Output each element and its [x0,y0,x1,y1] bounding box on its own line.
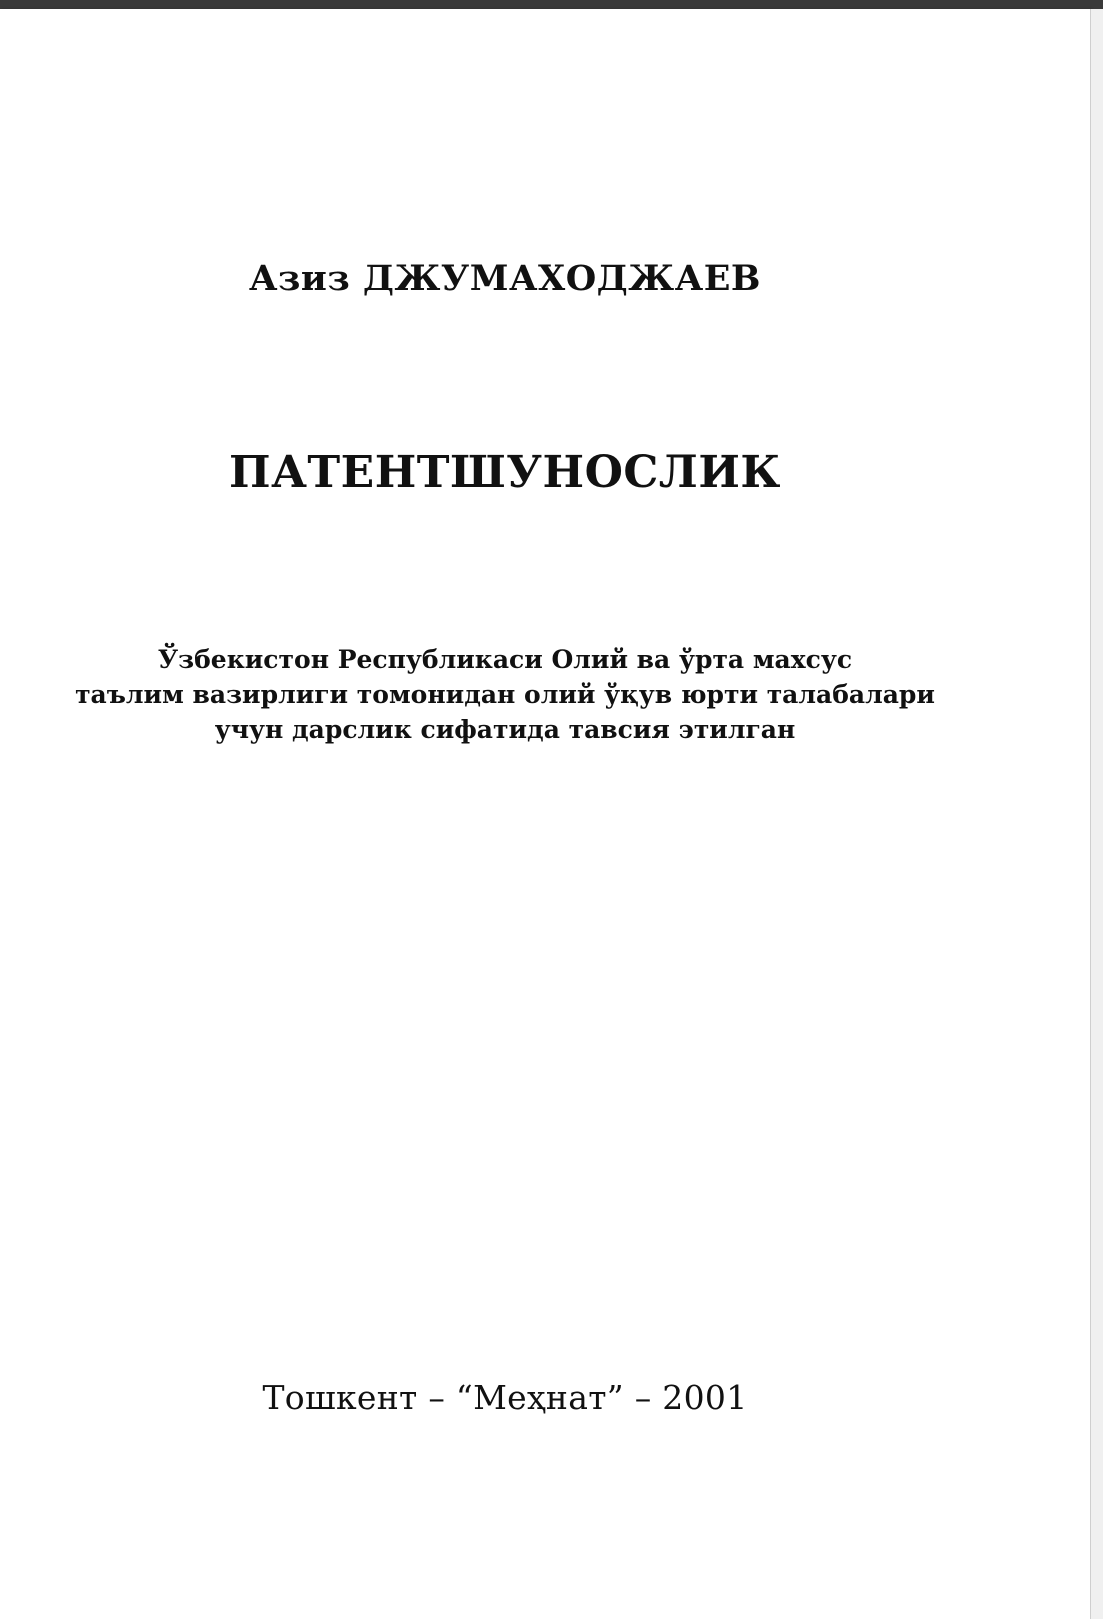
book-title: ПАТЕНТШУНОСЛИК [229,447,781,498]
publisher-imprint: Тошкент – “Меҳнат” – 2001 [262,1378,748,1417]
title-page [0,9,1091,1619]
approval-statement [0,642,1010,747]
author-name: Азиз ДЖУМАХОДЖАЕВ [249,258,761,299]
viewer-gutter [1091,9,1103,1619]
approval-line: таълим вазирлиги томонидан олий ўқув юрти талабалари [75,680,935,709]
approval-line: Ўзбекистон Республикаси Олий ва ўрта махсус [157,645,853,674]
approval-line: учун дарслик сифатида тавсия этилган [214,715,796,744]
viewer-top-bar [0,0,1103,9]
